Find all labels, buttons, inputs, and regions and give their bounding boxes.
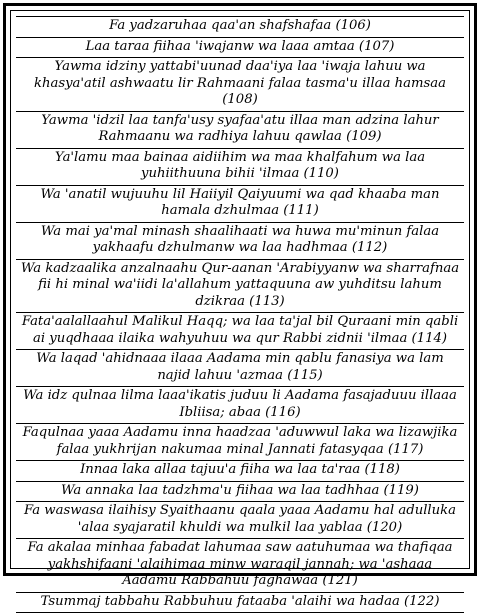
verse-text: Wa laqad 'ahidnaaa ilaaa Aadama min qablu fanasiya wa lam najid lahuu 'azmaa (115) bbox=[36, 351, 444, 383]
verse-row bbox=[16, 313, 464, 350]
verse-text: Wa 'anatil wujuuhu lil Haiiyil Qaiyuumi wa qad khaaba man hamala dzhulmaa (111) bbox=[40, 186, 440, 218]
verse-row bbox=[16, 58, 464, 112]
verse-row bbox=[16, 592, 464, 613]
verse-row bbox=[16, 259, 464, 313]
verse-row bbox=[16, 539, 464, 593]
verse-row bbox=[16, 387, 464, 424]
verse-row bbox=[16, 111, 464, 148]
verse-row bbox=[16, 424, 464, 461]
verse-table bbox=[16, 16, 464, 613]
verse-text: Wa annaka laa tadzhma'u fiihaa wa laa tadhhaa (119) bbox=[61, 482, 419, 498]
verse-row bbox=[16, 37, 464, 58]
verse-text: Fata'aalallaahul Malikul Haqq; wa laa ta'jal bil Quraani min qabli ai yuqdhaaa ilaika wahyuhuu wa qur Rabbi zidnii 'ilmaa (114) bbox=[21, 314, 459, 346]
verse-text: Wa kadzaalika anzalnaahu Qur-aanan 'Arabiyyanw wa sharrafnaa fii hi minal wa'iidi la'allahum yattaquuna aw yuhditsu lahum dzikraa (113) bbox=[20, 260, 460, 309]
verse-text: Innaa laka allaa tajuu'a fiiha wa laa ta'raa (118) bbox=[80, 462, 400, 477]
verse-text: Faqulnaa yaaa Aadamu inna haadzaa 'aduwwul laka wa lizawjika falaa yukhrijan nakumaa minal Jannati fatasyqaa (117) bbox=[22, 425, 458, 457]
verse-text: Fa waswasa ilaihisy Syaithaanu qaala yaaa Aadamu hal adulluka 'alaa syajaratil khuldi wa mulkil laa yablaa (120) bbox=[24, 503, 456, 535]
verse-text: Yawma 'idzil laa tanfa'usy syafaa'atu illaa man adzina lahur Rahmaanu wa radhiya lahuu qawlaa (109) bbox=[41, 112, 439, 144]
verse-text: Laa taraa fiihaa 'iwajanw wa laaa amtaa (107) bbox=[85, 38, 395, 54]
verse-text: Fa akalaa minhaa fabadat lahumaa saw aatuhumaa wa thafiqaa yakhshifaani 'alaihimaa minw waraqil jannah; wa 'ashaaa Aadamu Rabbahuu faghawaa (121) bbox=[27, 540, 453, 588]
verse-text: Wa idz qulnaa lilma laaa'ikatis juduu li Aadama fasajaduuu illaaa Ibliisa; abaa (116) bbox=[23, 388, 457, 420]
verse-row bbox=[16, 148, 464, 185]
verse-row bbox=[16, 481, 464, 502]
verse-text: Ya'lamu maa bainaa aidiihim wa maa khalfahum wa laa yuhiithuuna bihii 'ilmaa (110) bbox=[54, 149, 426, 181]
verse-row bbox=[16, 17, 464, 38]
verse-row bbox=[16, 222, 464, 259]
verse-row bbox=[16, 185, 464, 222]
verse-text: Fa yadzaruhaa qaa'an shafshafaa (106) bbox=[109, 18, 371, 33]
verse-row bbox=[16, 502, 464, 539]
verse-row bbox=[16, 350, 464, 387]
verse-text: Yawma idziny yattabi'uunad daa'iya laa 'iwaja lahuu wa khasya'atil ashwaatu lir Rahmaani falaa tasma'u illaa hamsaa (108) bbox=[33, 59, 447, 107]
verse-text: Wa mai ya'mal minash shaalihaati wa huwa mu'minun falaa yakhaafu dzhulmanw wa laa hadhmaa (112) bbox=[40, 223, 440, 255]
verse-row bbox=[16, 461, 464, 482]
verse-text: Tsummaj tabbahu Rabbuhuu fataaba 'alaihi wa hadaa (122) bbox=[40, 593, 440, 609]
